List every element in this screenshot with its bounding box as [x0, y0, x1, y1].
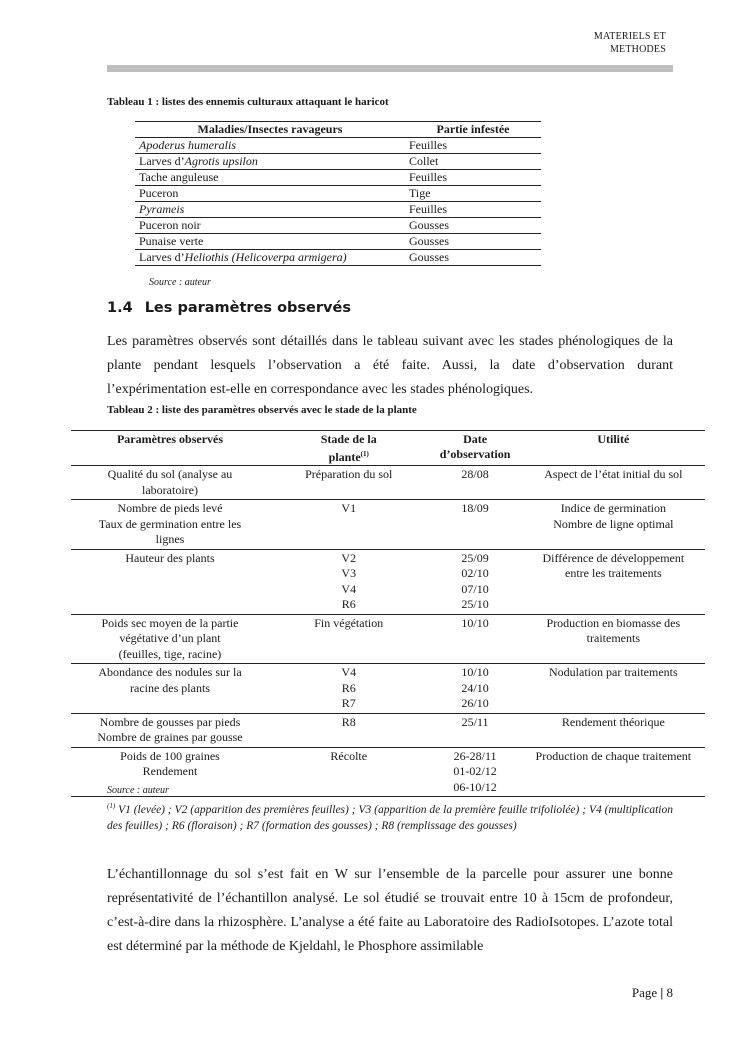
table1-cell-part: Gousses [405, 218, 541, 234]
page-separator: | [660, 985, 664, 1000]
table1-row [135, 250, 541, 266]
table2-cell-line: 28/08 [461, 467, 489, 481]
table2-header-date-line1: Date [463, 432, 488, 446]
table1-pest-it: Apoderus humeralis [139, 138, 236, 152]
table2-cell-param [71, 549, 269, 614]
table1-row [135, 138, 541, 154]
table2-body [71, 466, 705, 797]
table1-cell-part: Feuilles [405, 170, 541, 186]
table2-footnote [107, 798, 673, 834]
table1-pest-pre: Larves d’ [139, 250, 185, 264]
table2-cell-util [522, 614, 705, 664]
table2-cell-line: 06-10/12 [453, 779, 497, 794]
table2-cell-line: Nombre de graines par gousse [97, 730, 243, 744]
section-heading [107, 300, 351, 316]
table2-cell-line: Poids de 100 graines [120, 748, 220, 763]
table2-cell-line: R7 [341, 696, 356, 710]
table1-cell-pest [135, 250, 405, 266]
table2-source: Source : auteur [107, 785, 169, 796]
table2-cell-stade [269, 664, 429, 714]
table2-cell-line: Récolte [330, 748, 368, 763]
page-footer [632, 985, 673, 1001]
table2-cell-util [522, 664, 705, 714]
table2-cell-line: Taux de germination entre les [98, 516, 242, 531]
table1-pest-pre: Puceron [139, 186, 179, 200]
table2-header-stage-sup: (1) [360, 450, 369, 458]
table2-cell-line: 10/10 [461, 615, 489, 630]
header-rule [107, 65, 673, 72]
table1-cell-part: Collet [405, 154, 541, 170]
table2-cell-param [71, 664, 269, 714]
table1-cell-part: Gousses [405, 250, 541, 266]
table2-cell-line: laboratoire) [142, 482, 198, 497]
table2-cell-line: Production de chaque traitement [535, 748, 692, 763]
table2-cell-line: V3 [341, 566, 357, 580]
table2-cell-stade [269, 713, 429, 747]
table2-row [71, 614, 705, 664]
table2-cell-line: V1 [341, 501, 357, 515]
table1-pest-it: Heliothis (Helicoverpa armigera) [184, 250, 347, 264]
table2-header-stage-line1: Stade de la [320, 432, 377, 446]
table2-cell-line: 10/10 [461, 665, 489, 679]
table2-cell-param [71, 713, 269, 747]
table2-header-stage-word: plante [328, 450, 361, 464]
table2-cell-util [522, 713, 705, 747]
table2-cell-line: 25/11 [461, 714, 489, 729]
table2-cell-line: Différence de développement [542, 550, 685, 565]
table2-cell-line: Fin végétation [314, 615, 384, 630]
table1-source: Source : auteur [149, 277, 211, 288]
table2-cell-param [71, 614, 269, 664]
table2-cell-stade [269, 614, 429, 664]
running-header [594, 30, 666, 56]
table2-cell-line: 26-28/11 [453, 748, 497, 763]
table1-caption: Tableau 1 : listes des ennemis culturaux attaquant le haricot [107, 96, 389, 108]
table2-cell-date [429, 466, 522, 500]
table2-cell-date [429, 500, 522, 550]
table2-cell-line: 25/10 [461, 597, 489, 611]
table2-cell-line: 24/10 [461, 680, 489, 695]
table1-cell-pest [135, 234, 405, 250]
table2-cell-line: entre les traitements [565, 566, 662, 580]
table1-body [135, 138, 541, 266]
table1-cell-part: Feuilles [405, 202, 541, 218]
table2-cell-line: Qualité du sol (analyse au [107, 467, 233, 481]
page-number: 8 [666, 985, 673, 1000]
section-number: 1.4 [107, 300, 133, 316]
table1-header-part: Partie infestée [405, 122, 541, 138]
table2-cell-util [522, 747, 705, 797]
table1-row [135, 218, 541, 234]
table1-cell-pest [135, 202, 405, 218]
page-label: Page [631, 985, 658, 1000]
table1-pest-it: Agrotis upsilon [184, 154, 258, 168]
table2-cell-line: Nombre de ligne optimal [553, 516, 674, 531]
table2-cell-line: 07/10 [461, 581, 489, 596]
table2-header-params: Paramètres observés [71, 431, 269, 466]
table1-row [135, 202, 541, 218]
table2-cell-line: lignes [155, 532, 185, 546]
table2-cell-line: Préparation du sol [305, 467, 393, 481]
table1-row [135, 154, 541, 170]
running-header-line1: MATERIELS ET [593, 31, 666, 42]
table2-cell-line: traitements [586, 631, 640, 645]
table2-header-utility: Utilité [522, 431, 705, 466]
table2-cell-stade [269, 500, 429, 550]
table2-cell-line: Indice de germination [560, 501, 666, 515]
table1-cell-pest [135, 186, 405, 202]
table2-cell-date [429, 747, 522, 797]
table1-cell-pest [135, 218, 405, 234]
table1-row [135, 234, 541, 250]
footnote-marker: (1) [107, 802, 116, 810]
enemies-table [135, 121, 541, 266]
table2-cell-line: R8 [341, 714, 356, 729]
table1-pest-pre: Larves d’ [139, 154, 185, 168]
table2-row [71, 549, 705, 614]
table2-cell-param [71, 747, 269, 797]
table2-header-stage-line2 [271, 447, 427, 465]
paragraph-intro: Les paramètres observés sont détaillés dans le tableau suivant avec les stades phénologiques de la plante pendant lesquels l’observation a été faite. Aussi, la date d’observation durant l’expérimentation est-elle en correspondance avec les stades phénologiques. [107, 334, 673, 397]
table1-cell-part: Tige [405, 186, 541, 202]
table1-cell-pest [135, 138, 405, 154]
table2-row [71, 500, 705, 550]
table2-cell-line: Rendement [142, 764, 198, 778]
table2-cell-line: Rendement théorique [561, 714, 665, 729]
table1-pest-pre: Puceron noir [139, 218, 201, 232]
table2-cell-line: V4 [341, 665, 357, 679]
table2-cell-line: 02/10 [461, 566, 489, 580]
table1-cell-part: Gousses [405, 234, 541, 250]
table2-cell-util [522, 466, 705, 500]
table1-pest-pre: Tache anguleuse [139, 170, 219, 184]
table2-header-date-line2: d’observation [439, 447, 511, 461]
table2-row [71, 713, 705, 747]
table2-cell-line: Poids sec moyen de la partie [101, 615, 239, 630]
table2-cell-line: 25/09 [461, 550, 489, 565]
parameters-table [71, 430, 705, 797]
paragraph-sampling: L’échantillonnage du sol s’est fait en W sur l’ensemble de la parcelle pour assurer une bonne représentativité de l’échantillon analysé. Le sol étudié se trouvait entre 10 à 15cm de profondeur, c’est-à-dire dans la rhizosphère. L’analyse a été faite au Laboratoire des RadioIsotopes. L’azote total est déterminé par la méthode de Kjeldahl, le Phosphore assimilable [107, 867, 673, 954]
table2-cell-line: racine des plants [130, 680, 210, 695]
table2-cell-line: Nodulation par traitements [549, 665, 678, 679]
table2-cell-line: Abondance des nodules sur la [98, 665, 242, 679]
table2-cell-line: 26/10 [461, 696, 489, 710]
table2-cell-date [429, 664, 522, 714]
table2-cell-line: 18/09 [461, 501, 489, 515]
table2-cell-date [429, 614, 522, 664]
table2-cell-line: (feuilles, tige, racine) [118, 646, 222, 661]
table2-cell-util [522, 500, 705, 550]
table2-cell-param [71, 500, 269, 550]
table1-row [135, 170, 541, 186]
table1-cell-pest [135, 170, 405, 186]
table1-header-pests: Maladies/Insectes ravageurs [135, 122, 405, 138]
table2-cell-line: Nombre de gousses par pieds [99, 714, 241, 729]
table2-cell-line: V2 [341, 550, 357, 565]
table2-caption: Tableau 2 : liste des paramètres observés avec le stade de la plante [107, 404, 417, 416]
table2-cell-line: V4 [341, 581, 357, 596]
table2-cell-line: 01-02/12 [453, 764, 497, 778]
table2-cell-util [522, 549, 705, 614]
table2-cell-line: Hauteur des plants [125, 550, 215, 565]
table2-cell-line: R6 [341, 597, 356, 611]
table2-cell-line: végétative d’un plant [119, 631, 221, 645]
table2-cell-stade [269, 466, 429, 500]
table2-cell-line: Nombre de pieds levé [117, 501, 223, 515]
table2-header-stage [269, 431, 429, 466]
table1-row [135, 186, 541, 202]
table2-row [71, 664, 705, 714]
table2-cell-line: Aspect de l’état initial du sol [544, 467, 683, 481]
table2-cell-stade [269, 549, 429, 614]
table2-cell-stade [269, 747, 429, 797]
section-title: Les paramètres observés [144, 300, 351, 316]
table2-header-date [429, 431, 522, 466]
table2-cell-param [71, 466, 269, 500]
footnote-text: V1 (levée) ; V2 (apparition des premières feuilles) ; V3 (apparition de la première feuille trifoliolée) ; V4 (multiplication des feuilles) ; R6 (floraison) ; R7 (formation des gousses) ; R8 (remplissage des gousses) [107, 803, 673, 832]
table2-cell-line: Production en biomasse des [546, 615, 681, 630]
table2-cell-date [429, 549, 522, 614]
table1-cell-part: Feuilles [405, 138, 541, 154]
table2-row [71, 466, 705, 500]
running-header-line2: METHODES [609, 44, 666, 55]
table1-pest-it: Pyrameis [139, 202, 185, 216]
table1-cell-pest [135, 154, 405, 170]
table1-pest-pre: Punaise verte [139, 234, 204, 248]
table2-cell-date [429, 713, 522, 747]
table2-cell-line: R6 [341, 680, 356, 695]
